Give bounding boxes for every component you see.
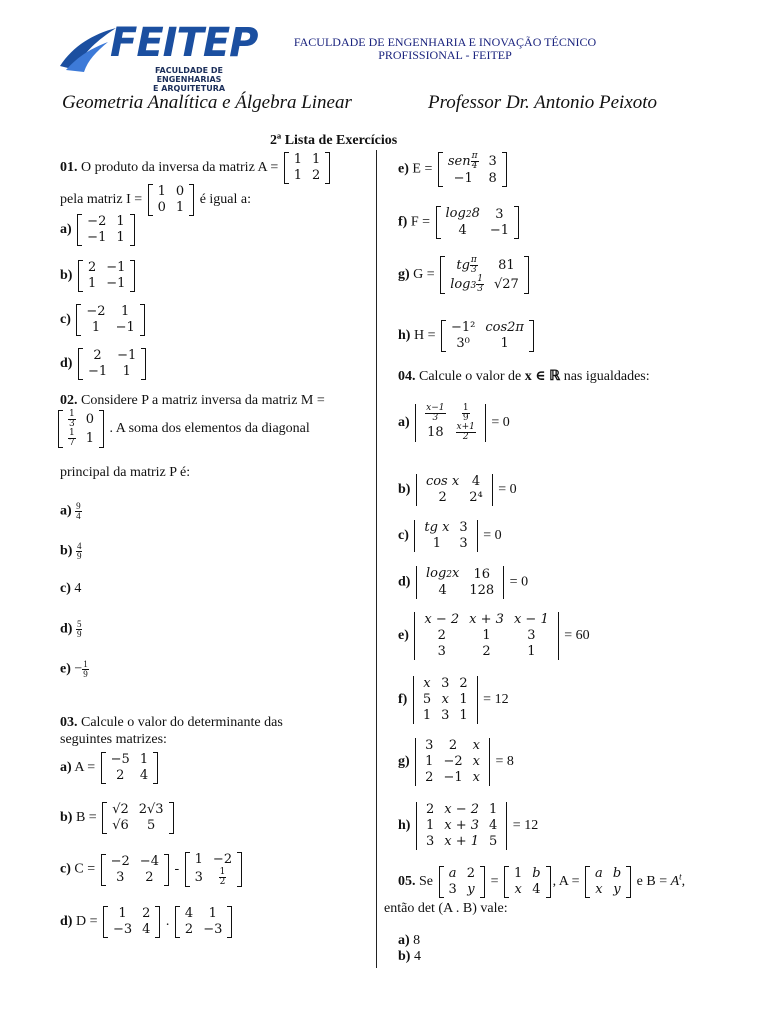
logo-swoosh-icon — [58, 26, 118, 72]
q02-option-a: a) $\frac{9}{4}$ — [60, 501, 81, 521]
q02-option-e: e) − $\frac{1}{9}$ — [60, 659, 88, 679]
q03-item-h: h) H = −1² cos2π 3⁰ 1 — [398, 320, 536, 352]
logo-brand-text: FEITEP — [110, 20, 258, 66]
q02-option-b: b) $\frac{4}{9}$ — [60, 541, 82, 561]
q02-line1: 02. Considere P a matriz inversa da matriz M = — [60, 393, 325, 408]
q02-line2: $\frac{1}{3}$ 0 $\frac{1}{7}$ 1 . A soma dos elementos da diagonal — [56, 410, 310, 448]
q03-item-e: e) E = sen $\frac{\pi}{4}$ 3 −1 8 — [398, 152, 509, 187]
q04-item-e: e) x − 2 x + 3 x − 1 2 1 3 3 2 1 = 60 — [398, 612, 590, 659]
q04-item-c: c) tg x 3 1 3 = 0 — [398, 520, 502, 551]
logo-subtitle: FACULDADE DE ENGENHARIAS E ARQUITETURA — [152, 66, 226, 93]
q01-option-d: d) 2 −1 −1 1 — [60, 348, 148, 380]
q04-item-d: d) log2x 16 4 128 = 0 — [398, 566, 529, 598]
q04-item-b: b) cos x 4 2 2⁴ = 0 — [398, 474, 517, 505]
professor-name: Professor Dr. Antonio Peixoto — [428, 92, 658, 113]
q02-matrix-m: $\frac{1}{3}$ 0 $\frac{1}{7}$ 1 — [58, 410, 104, 448]
course-title: Geometria Analítica e Álgebra Linear — [62, 92, 352, 113]
list-title: 2ª Lista de Exercícios — [270, 133, 398, 148]
q01-option-a: a) −2 1 −1 1 — [60, 214, 137, 246]
feitep-logo — [58, 20, 258, 93]
q05-line1: 05. Se a 2 3 y = 1 b x 4 , A = a b x y e $B = A^t$, — [398, 866, 686, 897]
q02-option-c: c) 4 — [60, 581, 82, 596]
q03-line2: seguintes matrizes: — [60, 732, 167, 747]
q01-option-c: c) −2 1 1 −1 — [60, 304, 147, 336]
q01-line1: 01. O produto da inversa da matriz A = 1 1 1 2 — [60, 152, 332, 184]
q01-matrix-i: 1 0 0 1 — [148, 184, 195, 216]
q03-item-d: d) D = 1 2 −3 4 . 4 1 2 −3 — [60, 906, 234, 938]
q05-line2: então det (A . B) vale: — [384, 901, 508, 916]
q03-item-a: a) A = −5 1 2 4 — [60, 752, 160, 784]
q01-matrix-a: 1 1 1 2 — [284, 152, 331, 184]
q03-item-f: f) F = log28 3 4 −1 — [398, 206, 521, 239]
q01-line2: pela matriz I = 1 0 0 1 é igual a: — [60, 184, 252, 215]
column-divider — [376, 150, 377, 968]
q03-item-g: g) G = tg $\frac{\pi}{3}$ 81 log3 $\frac{1}{3}$ √27 — [398, 256, 531, 294]
q03-line1: 03. Calcule o valor do determinante das — [60, 715, 283, 730]
q05-option-a: a) 8 — [398, 933, 421, 948]
institution-name: FACULDADE DE ENGENHARIA E INOVAÇÃO TÉCNICO PROFISSIONAL - FEITEP — [293, 35, 597, 62]
q04-item-f: f) x 3 2 5 x 1 1 3 1 = 12 — [398, 676, 509, 723]
q05-option-b: b) 4 — [398, 949, 421, 964]
q04-item-g: g) 3 2 x 1 −2 x 2 −1 x = 8 — [398, 738, 514, 785]
q01-option-b: b) 2 −1 1 −1 — [60, 260, 137, 292]
q02-option-d: d) $\frac{5}{9}$ — [60, 619, 82, 639]
q03-item-c: c) C = −2 −4 3 2 - 1 −2 3 $\frac{1}{2}$ — [60, 852, 244, 887]
q04-item-h: h) 2 x − 2 1 1 x + 3 4 3 x + 1 5 = 12 — [398, 802, 539, 849]
q03-item-b: b) B = √2 2√3 √6 5 — [60, 802, 176, 834]
q04-statement: 04. Calcule o valor de x ∈ ℝ nas igualdades: — [398, 369, 650, 384]
q02-line3: principal da matriz P é: — [60, 465, 191, 480]
q04-item-a: a) $\frac{x-1}{3}$ $\frac{1}{9}$ 18 $\frac{x+1}{2}$ = 0 — [398, 403, 510, 442]
